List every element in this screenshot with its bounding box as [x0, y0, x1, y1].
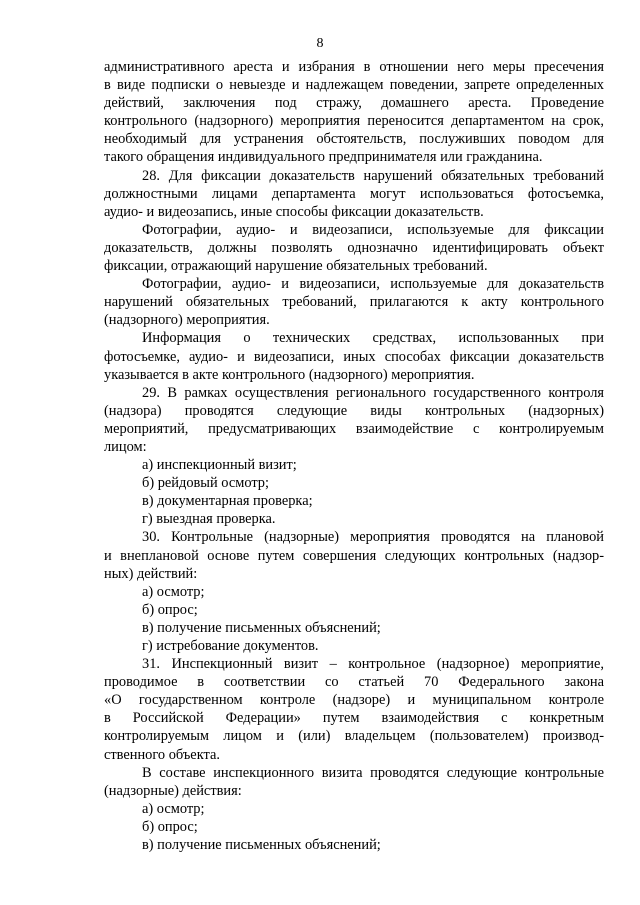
text-line: необходимый для устранения обстоятельств, послуживших поводом для — [104, 131, 604, 148]
text-line: 30. Контрольные (надзорные) мероприятия проводятся на плановой — [142, 529, 604, 546]
text-line: мероприятий, предусматривающих взаимодействие с контролируемым — [104, 420, 604, 437]
text-line: а) осмотр; — [142, 800, 205, 817]
text-line: в виде подписки о невыезде и надлежащем поведении, запрете определенных — [104, 77, 604, 94]
text-line: Фотографии, аудио- и видеозаписи, используемые для фиксации — [142, 221, 604, 238]
text-line: контрольного (надзорного) мероприятия переносится департаментом на срок, — [104, 113, 604, 130]
text-line: такого обращения индивидуального предпринимателя или гражданина. — [104, 149, 543, 166]
text-line: г) выездная проверка. — [142, 511, 276, 528]
text-line: должностными лицами департамента могут использоваться фотосъемка, — [104, 185, 604, 202]
text-line: аудио- и видеозапись, иные способы фиксации доказательств. — [104, 203, 484, 220]
text-line: фотосъемке, аудио- и видеозаписи, иных способах фиксации доказательств — [104, 348, 604, 365]
text-line: 31. Инспекционный визит – контрольное (надзорное) мероприятие, — [142, 656, 604, 673]
text-line: (надзорные) действия: — [104, 782, 242, 799]
text-line: контролируемым лицом и (или) владельцем (пользователем) производ- — [104, 728, 604, 745]
page-number: 8 — [316, 36, 324, 51]
text-line: фиксации, отражающий нарушение обязательных требований. — [104, 258, 488, 275]
text-line: административного ареста и избрания в отношении него меры пресечения — [104, 59, 604, 75]
document-body — [104, 58, 604, 854]
text-line: ных) действий: — [104, 565, 198, 582]
text-line: ственного объекта. — [104, 746, 220, 763]
text-line: В составе инспекционного визита проводятся следующие контрольные — [142, 764, 604, 781]
text-line: а) осмотр; — [142, 583, 205, 600]
text-line: в) получение письменных объяснений; — [142, 619, 381, 636]
text-line: б) опрос; — [142, 601, 198, 618]
text-line: (надзорного) мероприятия. — [104, 312, 270, 329]
text-line: 29. В рамках осуществления регионального государственного контроля — [142, 384, 604, 401]
text-line: 28. Для фиксации доказательств нарушений обязательных требований — [142, 167, 604, 184]
text-line: (надзора) проводятся следующие виды контрольных (надзорных) — [104, 402, 604, 419]
text-line: нарушений обязательных требований, прилагаются к акту контрольного — [104, 294, 604, 311]
text-line: в) получение письменных объяснений; — [142, 837, 381, 854]
text-line: и внеплановой основе путем совершения следующих контрольных (надзор- — [104, 547, 604, 564]
text-line: б) рейдовый осмотр; — [142, 475, 269, 492]
text-line: в Российской Федерации» путем взаимодействия с конкретным — [104, 710, 604, 727]
text-line: Фотографии, аудио- и видеозаписи, используемые для доказательств — [142, 276, 604, 293]
text-line: в) документарная проверка; — [142, 493, 313, 510]
text-line: указывается в акте контрольного (надзорного) мероприятия. — [104, 366, 475, 383]
text-line: доказательств, должны позволять однозначно идентифицировать объект — [104, 239, 604, 256]
text-line: проводимое в соответствии со статьей 70 Федерального закона — [104, 674, 604, 691]
text-line: г) истребование документов. — [142, 638, 319, 654]
text-line: «О государственном контроле (надзоре) и муниципальном контроле — [104, 692, 604, 709]
text-line: действий, заключения под стражу, домашнего ареста. Проведение — [104, 95, 604, 112]
text-line: лицом: — [104, 438, 147, 455]
text-line: Информация о технических средствах, использованных при — [142, 330, 604, 347]
text-line: б) опрос; — [142, 818, 198, 835]
text-line: а) инспекционный визит; — [142, 457, 297, 474]
